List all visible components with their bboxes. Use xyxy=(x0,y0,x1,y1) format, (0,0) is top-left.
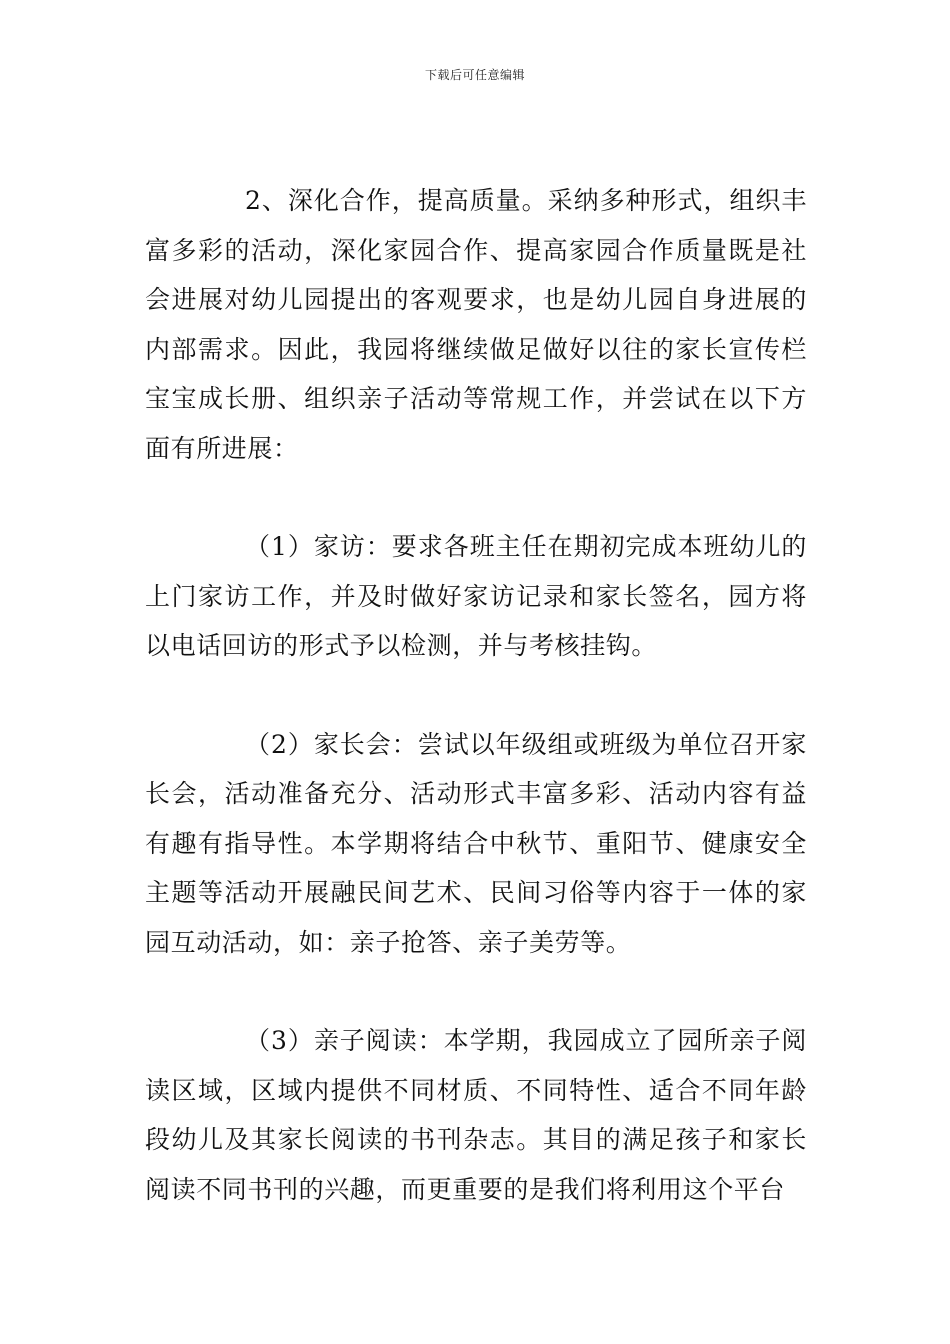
paragraph-parent-meeting: （2）家长会：尝试以年级组或班级为单位召开家长会，活动准备充分、活动形式丰富多彩、活动内容有益有趣有指导性。本学期将结合中秋节、重阳节、健康安全主题等活动开展融民间艺术、民间习俗等内容于一体的家园互动活动，如：亲子抢答、亲子美劳等。 xyxy=(145,729,807,957)
paragraph-parent-child-reading: （3）亲子阅读：本学期，我园成立了园所亲子阅读区域，区域内提供不同材质、不同特性、适合不同年龄段幼儿及其家长阅读的书刊杂志。其目的满足孩子和家长阅读不同书刊的兴趣，而更重要的是我们将利用这个平台 xyxy=(145,1026,807,1204)
paragraph-home-visit: （1）家访：要求各班主任在期初完成本班幼儿的上门家访工作，并及时做好家访记录和家长签名，园方将以电话回访的形式予以检测，并与考核挂钩。 xyxy=(145,532,807,660)
paragraph-deepen-cooperation: 2、深化合作，提高质量。采纳多种形式，组织丰富多彩的活动，深化家园合作、提高家园合作质量既是社会进展对幼儿园提出的客观要求，也是幼儿园自身进展的内部需求。因此，我园将继续做足做好以往的家长宣传栏宝宝成长册、组织亲子活动等常规工作，并尝试在以下方面有所进展： xyxy=(145,186,807,463)
page-header: 下载后可任意编辑 xyxy=(424,68,525,82)
document-body xyxy=(145,176,807,1214)
